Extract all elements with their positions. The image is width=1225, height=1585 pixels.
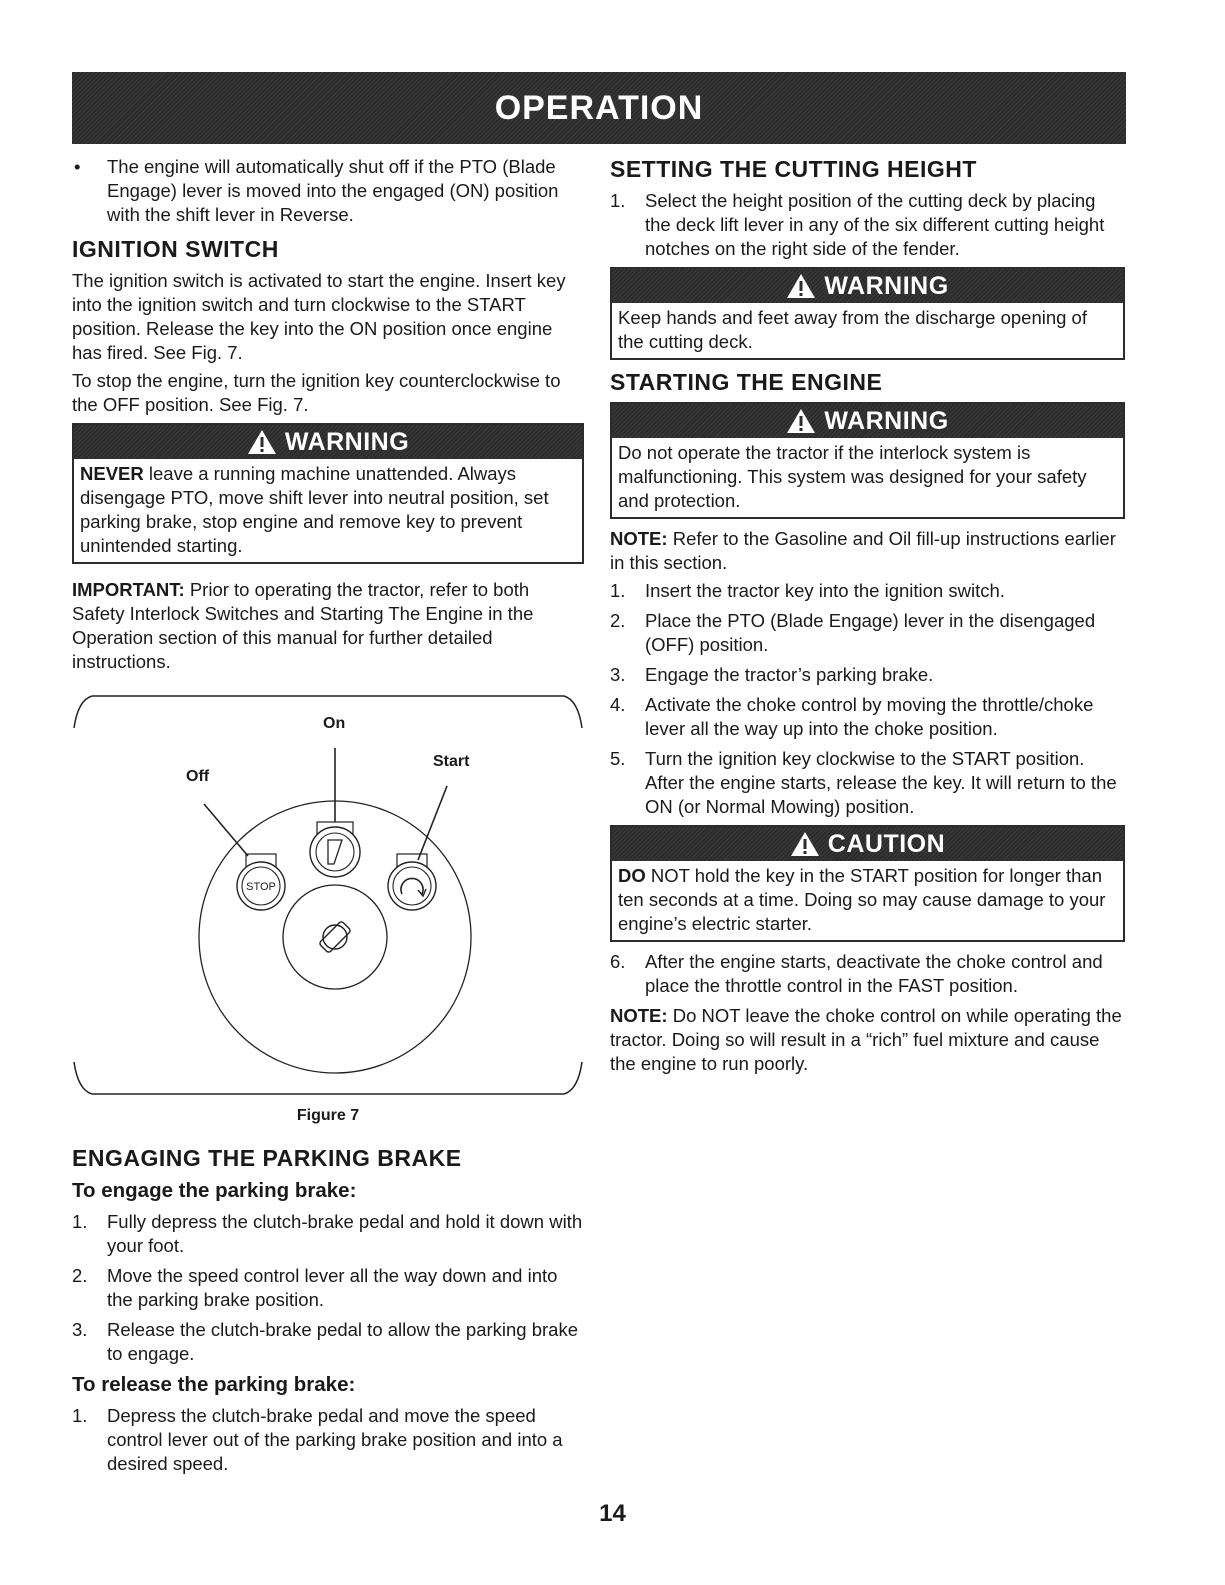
warning-body: Keep hands and feet away from the discharge opening of the cutting deck.: [618, 307, 1087, 352]
caution-label: CAUTION: [827, 830, 946, 858]
warning-body: Do not operate the tractor if the interlock system is malfunctioning. This system was designed for your safety and protection.: [618, 442, 1087, 511]
note-text: Do NOT leave the choke control on while operating the tractor. Doing so will result in a “rich” fuel mixture and cause the engine to run poorly.: [610, 1005, 1122, 1074]
intro-bullet-text: The engine will automatically shut off if the PTO (Blade Engage) lever is moved into the engaged (ON) position with the shift lever in Reverse.: [107, 156, 559, 225]
bullet-dot-icon: •: [74, 156, 81, 177]
ignition-switch-heading: IGNITION SWITCH: [72, 236, 279, 262]
intro-bullet: [72, 155, 584, 227]
list-item: 1. Select the height position of the cutting deck by placing the deck lift lever in any of the six different cutting height notches on the right side of the fender.: [610, 190, 1105, 259]
list-item: 4. Activate the choke control by moving the throttle/choke lever all the way up into the choke position.: [610, 694, 1094, 739]
list-item: 1. Fully depress the clutch-brake pedal and hold it down with your foot.: [72, 1211, 583, 1256]
note-lead: NOTE:: [610, 1005, 668, 1026]
list-item: 3. Release the clutch-brake pedal to allow the parking brake to engage.: [72, 1319, 579, 1364]
starting-steps: [610, 579, 1125, 819]
warning-box-discharge: [610, 267, 1125, 360]
warning-label: WARNING: [284, 428, 410, 456]
list-item: 2. Place the PTO (Blade Engage) lever in the disengaged (OFF) position.: [610, 610, 1096, 655]
cutting-height-steps: [610, 189, 1125, 261]
warning-body: [74, 459, 582, 562]
list-item: 6. After the engine starts, deactivate the choke control and place the throttle control in the FAST position.: [610, 951, 1103, 996]
alert-triangle-icon: [786, 408, 816, 434]
stop-text: STOP: [246, 881, 276, 893]
section-header-bar: [72, 72, 1126, 144]
important-lead: IMPORTANT:: [72, 579, 185, 600]
note-text: Refer to the Gasoline and Oil fill-up instructions earlier in this section.: [610, 528, 1116, 573]
important-text: Prior to operating the tractor, refer to both Safety Interlock Switches and Starting The Engine in the Operation section of this manual for further detailed instructions.: [72, 579, 534, 672]
start-position-icon: [388, 854, 436, 910]
caution-box-starter: [610, 825, 1125, 942]
caution-body: [612, 861, 1123, 940]
figure-7-ignition-diagram: [72, 694, 584, 1134]
label-on: On: [323, 715, 346, 732]
alert-triangle-icon: [247, 429, 277, 455]
alert-triangle-icon: [790, 831, 820, 857]
warning-label: WARNING: [824, 407, 949, 435]
caution-lead: DO: [618, 865, 646, 886]
engage-brake-subheading: To engage the parking brake:: [72, 1179, 357, 1202]
label-off: Off: [186, 768, 210, 785]
figure-caption: Figure 7: [296, 1107, 360, 1124]
warning-header: [74, 425, 582, 459]
release-brake-subheading: To release the parking brake:: [72, 1373, 356, 1396]
warning-header: [612, 404, 1123, 438]
ignition-para-1: The ignition switch is activated to start the engine. Insert key into the ignition switch and turn clockwise to the START position. Release the key into the ON position once engine has fired. See Fig. 7.: [72, 270, 566, 363]
warning-label: WARNING: [824, 272, 949, 300]
note-fillup: [610, 527, 1125, 575]
note-lead: NOTE:: [610, 528, 668, 549]
engage-brake-steps: [72, 1210, 584, 1366]
right-column: [610, 155, 1125, 1080]
warning-box-never: [72, 423, 584, 564]
stop-position-icon: [237, 854, 285, 910]
list-item: 5. Turn the ignition key clockwise to the START position. After the engine starts, release the key. It will return to the ON (or Normal Mowing) position.: [610, 748, 1117, 817]
label-start: Start: [433, 753, 470, 770]
alert-triangle-icon: [786, 273, 816, 299]
important-note: [72, 578, 584, 674]
list-item: 2. Move the speed control lever all the way down and into the parking brake position.: [72, 1265, 558, 1310]
warning-header: [612, 269, 1123, 303]
warning-lead: NEVER: [80, 463, 144, 484]
parking-brake-heading: ENGAGING THE PARKING BRAKE: [72, 1145, 462, 1171]
release-brake-steps: [72, 1404, 584, 1476]
ignition-para-2: To stop the engine, turn the ignition key counterclockwise to the OFF position. See Fig. 7.: [72, 370, 561, 415]
cutting-height-heading: SETTING THE CUTTING HEIGHT: [610, 156, 977, 182]
left-column: [72, 155, 584, 1482]
on-position-icon: [310, 822, 360, 877]
note-choke: [610, 1004, 1125, 1076]
starting-steps-continued: [610, 950, 1125, 998]
list-item: 3. Engage the tractor’s parking brake.: [610, 664, 934, 685]
page-title: OPERATION: [494, 88, 704, 127]
ignition-diagram-svg: [72, 694, 584, 1134]
list-item: 1. Depress the clutch-brake pedal and move the speed control lever out of the parking brake position and into a desired speed.: [72, 1405, 563, 1474]
caution-header: [612, 827, 1123, 861]
warning-text: leave a running machine unattended. Always disengage PTO, move shift lever into neutral position, set parking brake, stop engine and remove key to prevent unintended starting.: [80, 463, 549, 556]
starting-engine-heading: STARTING THE ENGINE: [610, 369, 883, 395]
warning-box-interlock: [610, 402, 1125, 519]
caution-text: NOT hold the key in the START position for longer than ten seconds at a time. Doing so may cause damage to your engine’s electric starter.: [618, 865, 1106, 934]
page-number: 14: [599, 1500, 626, 1527]
list-item: 1. Insert the tractor key into the ignition switch.: [610, 580, 1005, 601]
